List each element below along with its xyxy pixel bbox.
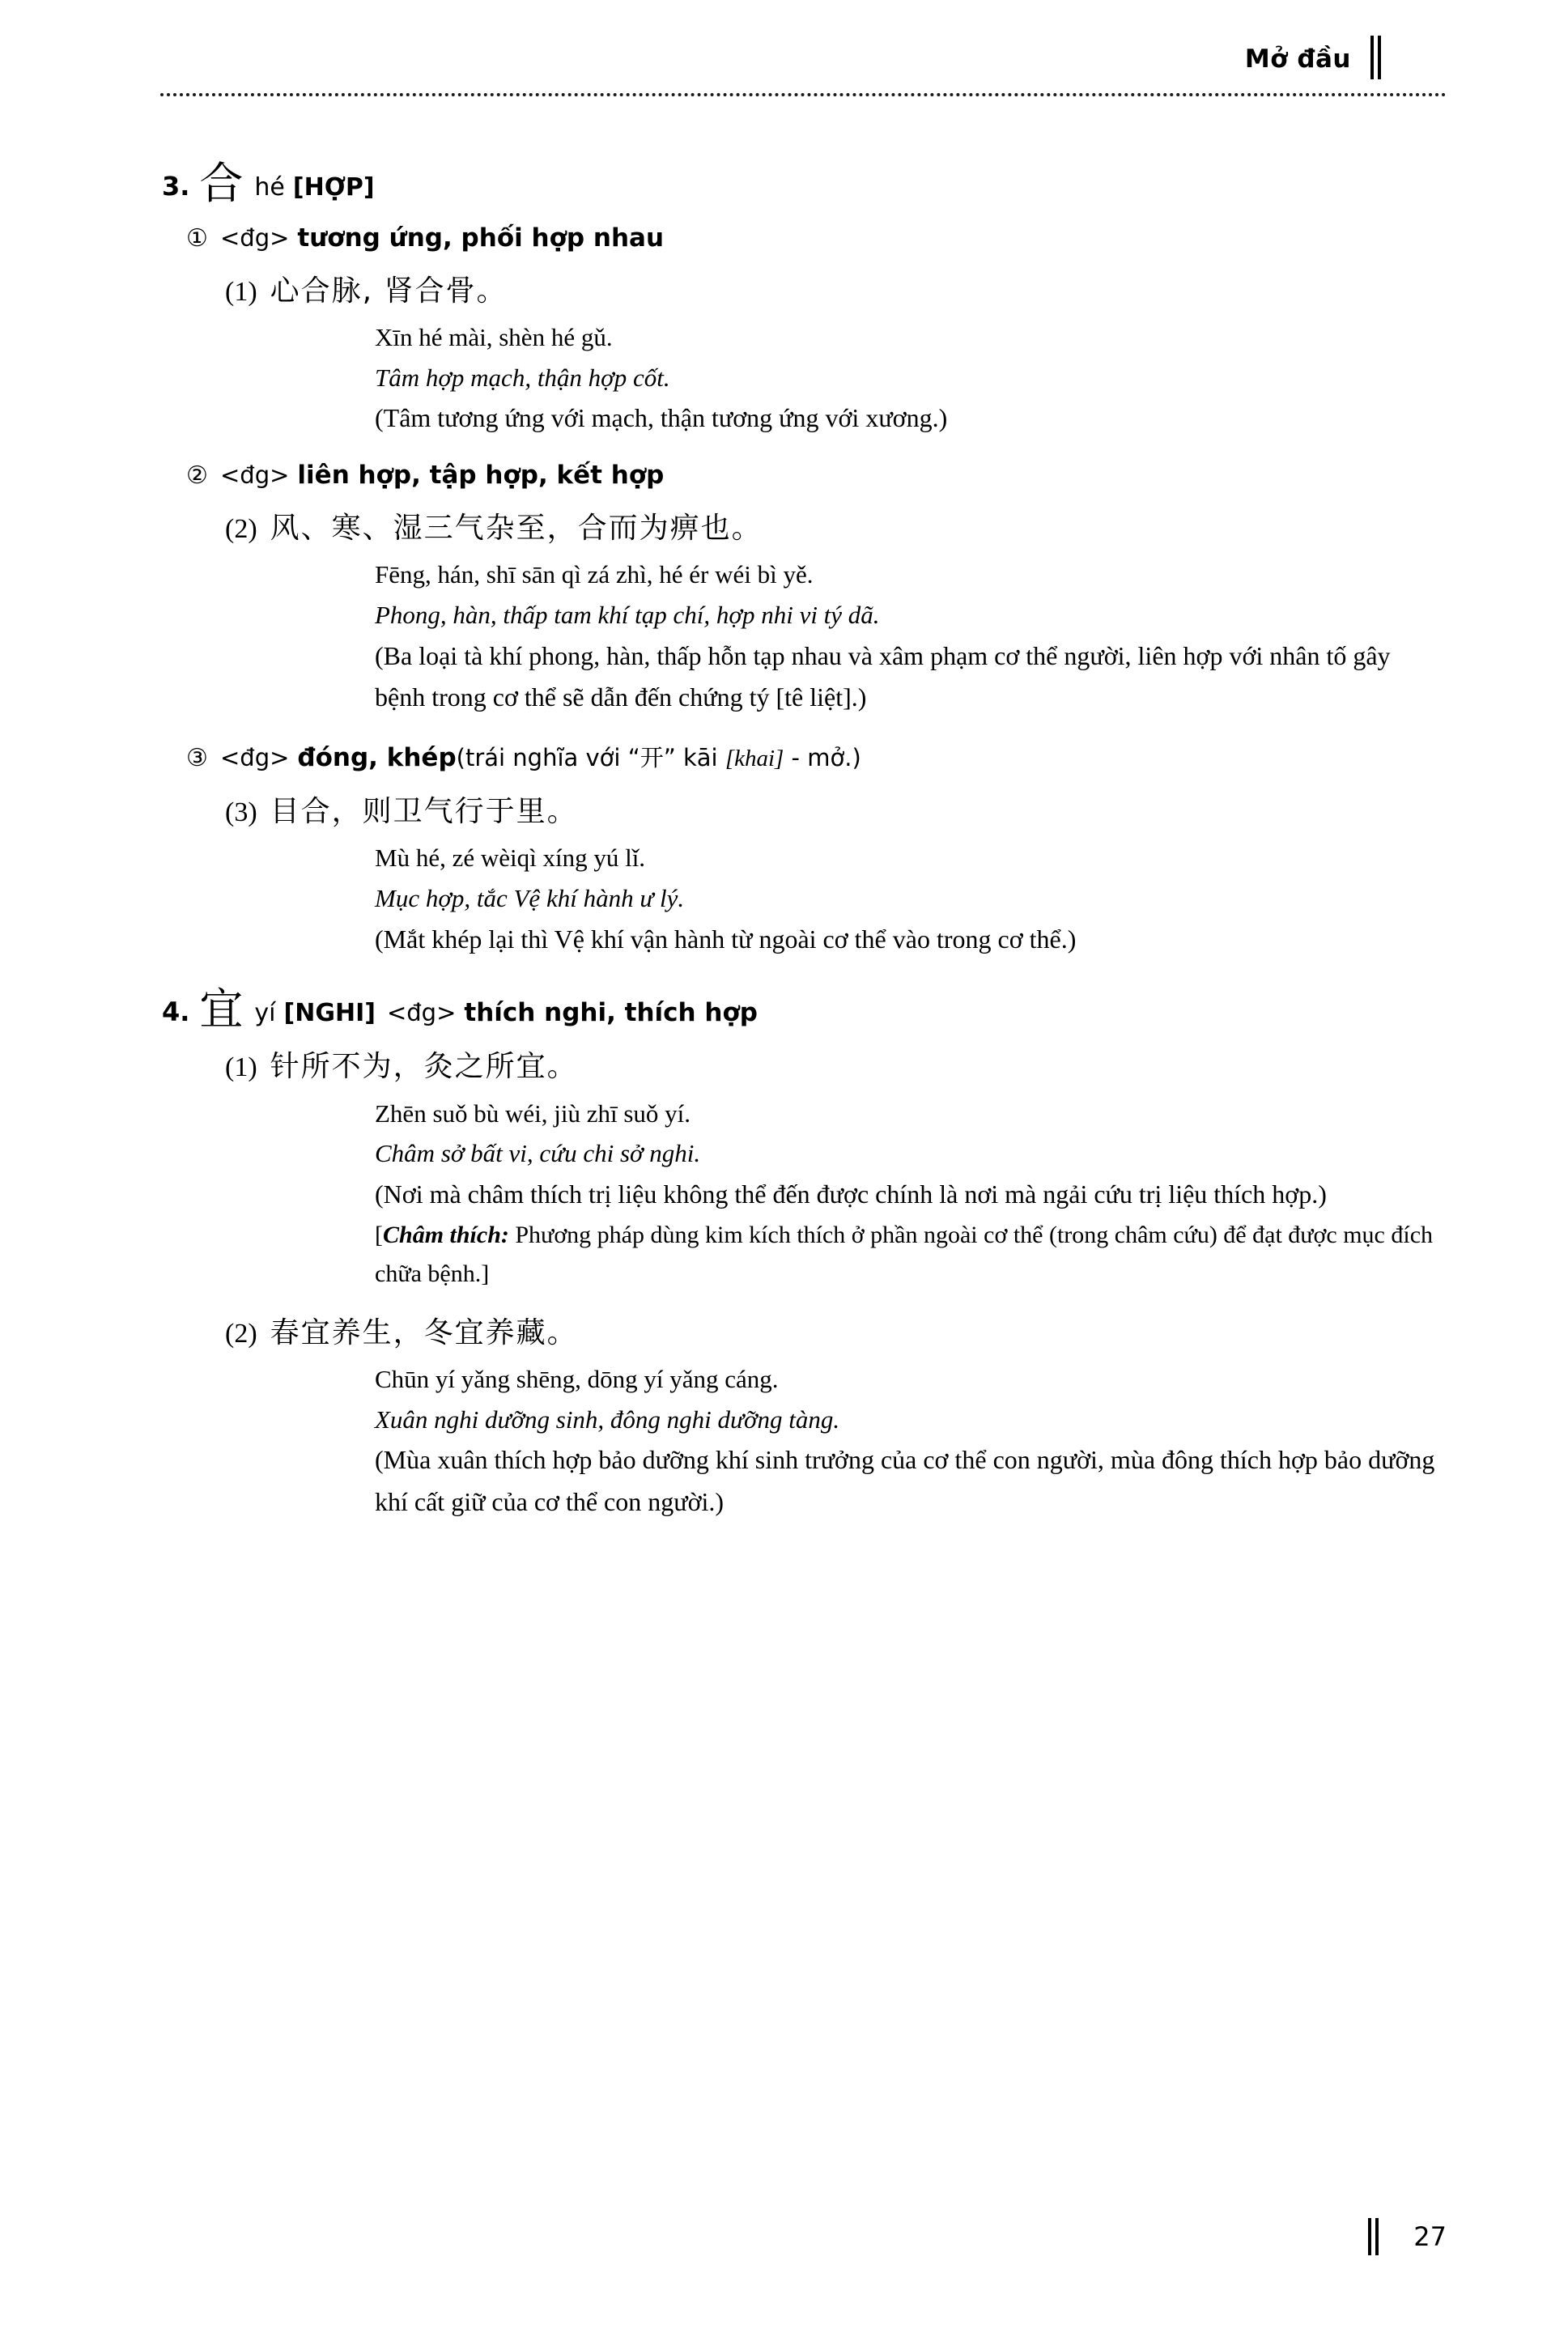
entry-sino-vietnamese: [NGHI] bbox=[283, 999, 376, 1028]
example-readings bbox=[225, 838, 1447, 960]
example-label: (3) bbox=[225, 797, 257, 828]
example-label: (1) bbox=[225, 277, 257, 307]
sense-part-of-speech: <đg> bbox=[220, 461, 290, 490]
example-chinese-line bbox=[225, 1312, 1447, 1354]
sense-marker: ③ bbox=[186, 744, 208, 773]
example-chinese-text: 心合脉, 肾合骨。 bbox=[270, 274, 508, 308]
example-pinyin: Xīn hé mài, shèn hé gǔ. bbox=[375, 323, 613, 352]
entry-part-of-speech: <đg> bbox=[386, 999, 457, 1027]
sense-note-hanzi: “开” bbox=[627, 744, 676, 772]
footnote-open-bracket: [ bbox=[375, 1221, 383, 1248]
entry-headword-hanzi: 合 bbox=[199, 158, 244, 209]
footnote-term: Châm thích: bbox=[383, 1221, 509, 1248]
example-chinese-text: 针所不为，灸之所宜。 bbox=[270, 1050, 578, 1084]
entry-pinyin: hé bbox=[254, 173, 285, 202]
example-translation: (Nơi mà châm thích trị liệu không thể đến được chính là nơi mà ngải cứu trị liệu thích hợp.) bbox=[375, 1179, 1327, 1209]
example-readings bbox=[225, 1094, 1447, 1294]
example-footnote bbox=[375, 1216, 1447, 1294]
entry-heading-3 bbox=[121, 158, 1447, 209]
example-block bbox=[121, 508, 1447, 719]
entry-number: 4. bbox=[162, 997, 190, 1028]
example-translation: (Ba loại tà khí phong, hàn, thấp hỗn tạp nhau và xâm phạm cơ thể người, liên hợp với nhân tố gây bệnh trong cơ thể sẽ dẫn đến chứng tý [tê liệt].) bbox=[375, 640, 1391, 712]
sense-item bbox=[121, 740, 1447, 773]
sense-note bbox=[457, 740, 861, 773]
page-content bbox=[121, 121, 1447, 1523]
example-pinyin: Mù hé, zé wèiqì xíng yú lǐ. bbox=[375, 844, 646, 873]
example-label: (2) bbox=[225, 1318, 257, 1349]
example-readings bbox=[225, 317, 1447, 440]
example-translation: (Mùa xuân thích hợp bảo dưỡng khí sinh trưởng của cơ thể con người, mùa đông thích hợp bảo dưỡng khí cất giữ của cơ thể con người.) bbox=[375, 1445, 1435, 1517]
example-block bbox=[121, 1312, 1447, 1523]
sense-item bbox=[121, 461, 1447, 490]
example-sino-reading: Phong, hàn, thấp tam khí tạp chí, hợp nhi vi tý dã. bbox=[375, 600, 880, 629]
example-block bbox=[121, 791, 1447, 960]
header-double-bar-icon bbox=[1370, 36, 1383, 79]
example-pinyin: Chūn yí yǎng shēng, dōng yí yǎng cáng. bbox=[375, 1365, 779, 1394]
running-head-title: Mở đầu bbox=[1244, 45, 1351, 74]
page-number: 27 bbox=[1413, 2221, 1447, 2252]
sense-note-prefix: (trái nghĩa với bbox=[456, 744, 621, 772]
entry-heading-4 bbox=[121, 984, 1447, 1035]
entry-gloss: thích nghi, thích hợp bbox=[464, 998, 758, 1028]
sense-gloss: tương ứng, phối hợp nhau bbox=[297, 223, 665, 253]
example-chinese-line bbox=[225, 508, 1447, 550]
example-translation: (Tâm tương ứng với mạch, thận tương ứng với xương.) bbox=[375, 403, 948, 433]
sense-note-pinyin: kāi bbox=[682, 744, 718, 772]
example-block bbox=[121, 1046, 1447, 1294]
sense-part-of-speech: <đg> bbox=[220, 224, 290, 252]
example-chinese-text: 目合，则卫气行于里。 bbox=[270, 795, 578, 829]
example-label: (2) bbox=[225, 514, 257, 545]
example-label: (1) bbox=[225, 1052, 257, 1083]
example-chinese-line bbox=[225, 270, 1447, 312]
page-footer bbox=[1368, 2218, 1447, 2255]
footer-double-bar-icon bbox=[1368, 2218, 1381, 2255]
sense-note-sino: [khai] bbox=[725, 746, 784, 772]
sense-note-suffix: - mở.) bbox=[791, 744, 861, 772]
example-chinese-line bbox=[225, 1046, 1447, 1088]
sense-marker: ① bbox=[186, 224, 208, 253]
sense-part-of-speech: <đg> bbox=[220, 744, 290, 772]
example-chinese-text: 风、寒、湿三气杂至，合而为痹也。 bbox=[270, 512, 763, 546]
example-sino-reading: Mục hợp, tắc Vệ khí hành ư lý. bbox=[375, 884, 685, 913]
example-readings bbox=[225, 1359, 1447, 1523]
page-header bbox=[121, 0, 1447, 121]
example-pinyin: Zhēn suǒ bù wéi, jiù zhī suǒ yí. bbox=[375, 1099, 691, 1128]
entry-sino-vietnamese: [HỢP] bbox=[292, 173, 375, 202]
example-chinese-text: 春宜养生，冬宜养藏。 bbox=[270, 1315, 578, 1349]
entry-headword-hanzi: 宜 bbox=[199, 984, 244, 1035]
example-chinese-line bbox=[225, 791, 1447, 833]
sense-marker: ② bbox=[186, 461, 208, 491]
example-sino-reading: Xuân nghi dưỡng sinh, đông nghi dưỡng tàng. bbox=[375, 1404, 840, 1434]
example-block bbox=[121, 270, 1447, 440]
example-translation: (Mắt khép lại thì Vệ khí vận hành từ ngoài cơ thể vào trong cơ thể.) bbox=[375, 924, 1077, 954]
sense-gloss: liên hợp, tập hợp, kết hợp bbox=[297, 461, 665, 491]
entry-number: 3. bbox=[162, 171, 190, 202]
example-pinyin: Fēng, hán, shī sān qì zá zhì, hé ér wéi bì yě. bbox=[375, 560, 814, 589]
example-sino-reading: Châm sở bất vi, cứu chi sở nghi. bbox=[375, 1139, 701, 1168]
footnote-text: Phương pháp dùng kim kích thích ở phần ngoài cơ thể (trong châm cứu) để đạt được mục đích chữa bệnh.] bbox=[375, 1221, 1434, 1288]
sense-gloss: đóng, khép bbox=[297, 743, 457, 773]
entry-pinyin: yí bbox=[254, 999, 276, 1028]
example-sino-reading: Tâm hợp mạch, thận hợp cốt. bbox=[375, 363, 670, 392]
sense-item bbox=[121, 223, 1447, 253]
example-readings bbox=[225, 555, 1447, 719]
header-dotted-rule bbox=[160, 93, 1447, 96]
